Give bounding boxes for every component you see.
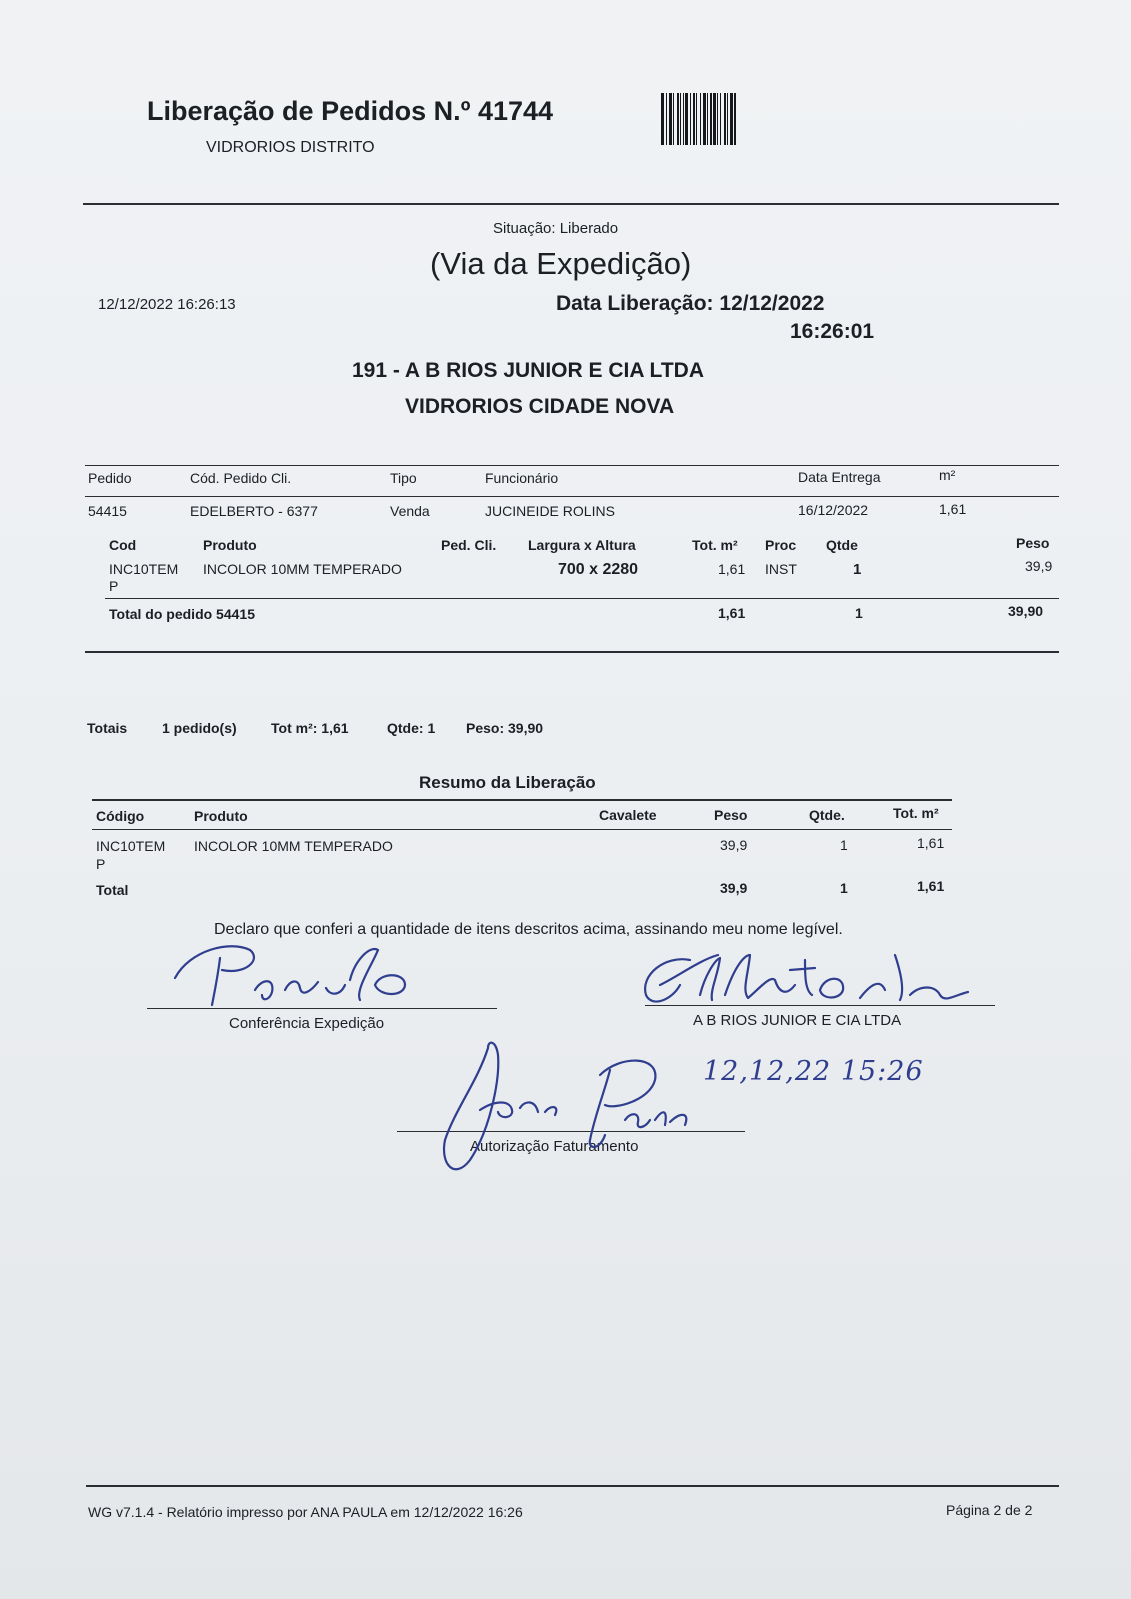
item-dimensoes: 700 x 2280 xyxy=(558,561,639,578)
barcode xyxy=(661,93,834,145)
item-col-tot-m2: Tot. m² xyxy=(692,537,738,553)
footer-page-number: Página 2 de 2 xyxy=(946,1502,1033,1518)
status-text: Situação: Liberado xyxy=(493,220,619,237)
cliente-label: A B RIOS JUNIOR E CIA LTDA xyxy=(693,1012,902,1029)
resumo-total-tot-m2: 1,61 xyxy=(917,878,945,894)
resumo-qtde: 1 xyxy=(840,837,848,853)
item-tot-m2: 1,61 xyxy=(718,561,746,577)
item-col-peso: Peso xyxy=(1016,535,1050,551)
resumo-col-qtde: Qtde. xyxy=(809,807,845,823)
totais-peso: Peso: 39,90 xyxy=(466,720,544,736)
resumo-col-peso: Peso xyxy=(714,807,748,823)
resumo-produto: INCOLOR 10MM TEMPERADO xyxy=(194,838,393,854)
resumo-col-codigo: Código xyxy=(96,808,145,824)
col-cod-pedido-cli: Cód. Pedido Cli. xyxy=(190,470,292,486)
resumo-peso: 39,9 xyxy=(720,837,748,853)
client-name: 191 - A B RIOS JUNIOR E CIA LTDA xyxy=(352,359,704,382)
issuer-company: VIDRORIOS DISTRITO xyxy=(206,139,375,156)
item-qtde: 1 xyxy=(853,561,862,578)
totais-qtde: Qtde: 1 xyxy=(387,720,436,736)
resumo-col-cavalete: Cavalete xyxy=(599,807,657,823)
conferencia-signature-line xyxy=(147,1008,497,1009)
totais-label: Totais xyxy=(87,720,128,736)
col-m2: m² xyxy=(939,467,956,483)
autorizacao-signature-line xyxy=(397,1131,745,1132)
totais-pedidos: 1 pedido(s) xyxy=(162,720,237,736)
order-top-rule xyxy=(85,465,1059,466)
item-col-ped-cli: Ped. Cli. xyxy=(441,537,497,553)
item-col-proc: Proc xyxy=(765,537,797,553)
printed-datetime: 12/12/2022 16:26:13 xyxy=(98,296,236,313)
order-pedido: 54415 xyxy=(88,503,127,519)
conferencia-label: Conferência Expedição xyxy=(229,1015,385,1032)
item-peso: 39,9 xyxy=(1025,558,1053,574)
copy-type: (Via da Expedição) xyxy=(430,246,692,281)
resumo-tot-m2: 1,61 xyxy=(917,835,945,851)
item-col-qtde: Qtde xyxy=(826,537,858,553)
footer-printed-by: WG v7.1.4 - Relatório impresso por ANA PAULA em 12/12/2022 16:26 xyxy=(88,1504,523,1520)
resumo-total-label: Total xyxy=(96,882,129,898)
autorizacao-label: Autorização Faturamento xyxy=(470,1138,639,1155)
order-tipo: Venda xyxy=(390,503,430,519)
item-col-cod: Cod xyxy=(109,537,137,553)
item-produto: INCOLOR 10MM TEMPERADO xyxy=(203,561,402,577)
item-col-produto: Produto xyxy=(203,537,257,553)
item-col-dimensoes: Largura x Altura xyxy=(528,537,636,553)
col-funcionario: Funcionário xyxy=(485,470,559,486)
col-tipo: Tipo xyxy=(390,470,417,486)
order-total-peso: 39,90 xyxy=(1008,603,1044,619)
release-time: 16:26:01 xyxy=(790,320,875,343)
document-title: Liberação de Pedidos N.º 41744 xyxy=(147,96,554,126)
barcode-bar xyxy=(734,93,736,145)
footer-rule xyxy=(86,1485,1059,1487)
item-cod: INC10TEM xyxy=(109,561,179,577)
resumo-total-qtde: 1 xyxy=(840,880,848,896)
resumo-title: Resumo da Liberação xyxy=(419,773,596,792)
order-funcionario: JUCINEIDE ROLINS xyxy=(485,503,615,519)
signature-edelberto xyxy=(645,955,968,1002)
col-data-entrega: Data Entrega xyxy=(798,469,881,485)
order-cod-pedido-cli: EDELBERTO - 6377 xyxy=(190,503,318,519)
order-total-label: Total do pedido 54415 xyxy=(109,606,255,622)
resumo-codigo: INC10TEM xyxy=(96,838,166,854)
signature-paulo xyxy=(175,946,405,1005)
resumo-top-rule xyxy=(92,799,952,801)
resumo-col-tot-m2: Tot. m² xyxy=(893,805,939,821)
order-data-entrega: 16/12/2022 xyxy=(798,502,869,518)
item-total-rule xyxy=(105,598,1059,599)
totais-m2: Tot m²: 1,61 xyxy=(271,720,349,736)
order-total-m2: 1,61 xyxy=(718,605,746,621)
col-pedido: Pedido xyxy=(88,470,132,486)
resumo-codigo-wrap: P xyxy=(96,856,106,872)
resumo-header-rule xyxy=(92,829,952,830)
declaration-text: Declaro que conferi a quantidade de itens descritos acima, assinando meu nome legível. xyxy=(214,921,843,938)
item-proc: INST xyxy=(765,561,797,577)
client-branch: VIDRORIOS CIDADE NOVA xyxy=(405,395,675,418)
item-cod-wrap: P xyxy=(109,578,119,594)
order-m2: 1,61 xyxy=(939,501,967,517)
release-date: Data Liberação: 12/12/2022 xyxy=(556,292,825,315)
handwritten-date: 12,12,22 15:26 xyxy=(703,1056,924,1087)
order-total-qtde: 1 xyxy=(855,605,863,621)
header-divider xyxy=(83,203,1059,205)
resumo-col-produto: Produto xyxy=(194,808,248,824)
order-bottom-rule xyxy=(85,651,1059,653)
cliente-signature-line xyxy=(645,1005,995,1006)
resumo-total-peso: 39,9 xyxy=(720,880,748,896)
order-header-rule xyxy=(85,496,1059,497)
